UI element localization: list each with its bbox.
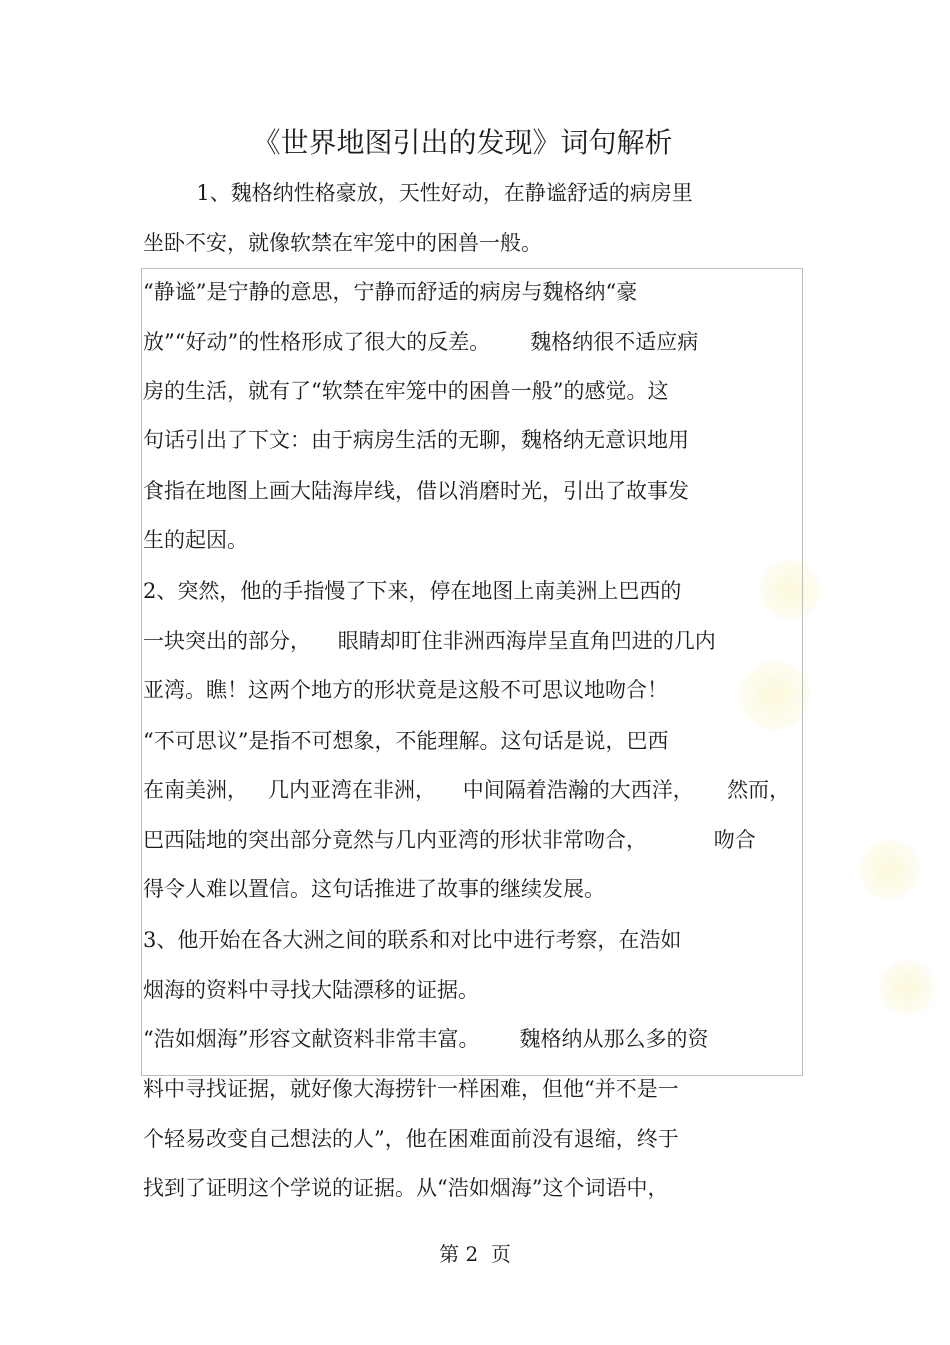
text-line: 放”“好动”的性格形成了很大的反差。 魏格纳很不适应病: [143, 330, 699, 354]
text-line: 在南美洲， 几内亚湾在非洲， 中间隔着浩瀚的大西洋， 然而，: [143, 778, 791, 802]
document-title: 《世界地图引出的发现》词句解析: [252, 126, 673, 159]
text-line: 句话引出了下文：由于病房生活的无聊，魏格纳无意识地用: [143, 428, 689, 452]
text-line: 房的生活，就有了“软禁在牢笼中的困兽一般”的感觉。这: [143, 379, 669, 403]
text-line: 坐卧不安，就像软禁在牢笼中的困兽一般。: [143, 231, 542, 255]
text-line: “静谧”是宁静的意思，宁静而舒适的病房与魏格纳“豪: [143, 280, 638, 304]
text-line: 料中寻找证据，就好像大海捞针一样困难，但他“并不是一: [143, 1077, 679, 1101]
text-line: 找到了证明这个学说的证据。从“浩如烟海”这个词语中，: [143, 1176, 669, 1200]
text-line: 3、他开始在各大洲之间的联系和对比中进行考察，在浩如: [143, 928, 682, 952]
ink-blot: [860, 840, 920, 900]
page-number: 第 2 页: [439, 1242, 511, 1266]
ink-blot: [880, 960, 935, 1015]
text-line: 2、突然，他的手指慢了下来，停在地图上南美洲上巴西的: [143, 579, 682, 603]
text-line: 亚湾。瞧！这两个地方的形状竟是这般不可思议地吻合！: [143, 678, 668, 702]
text-line: 巴西陆地的突出部分竟然与几内亚湾的形状非常吻合， 吻合: [143, 828, 756, 852]
text-line: 一块突出的部分， 眼睛却盯住非洲西海岸呈直角凹进的几内: [143, 629, 716, 653]
text-line: 生的起因。: [143, 528, 248, 552]
text-line: 1、魏格纳性格豪放，天性好动，在静谧舒适的病房里: [143, 181, 693, 205]
text-line: 得令人难以置信。这句话推进了故事的继续发展。: [143, 877, 605, 901]
text-line: 个轻易改变自己想法的人”，他在困难面前没有退缩，终于: [143, 1127, 679, 1151]
text-line: 烟海的资料中寻找大陆漂移的证据。: [143, 978, 479, 1002]
text-line: 食指在地图上画大陆海岸线，借以消磨时光，引出了故事发: [143, 479, 689, 503]
text-line: “不可思议”是指不可想象，不能理解。这句话是说，巴西: [143, 729, 669, 753]
text-line: “浩如烟海”形容文献资料非常丰富。 魏格纳从那么多的资: [143, 1027, 709, 1051]
